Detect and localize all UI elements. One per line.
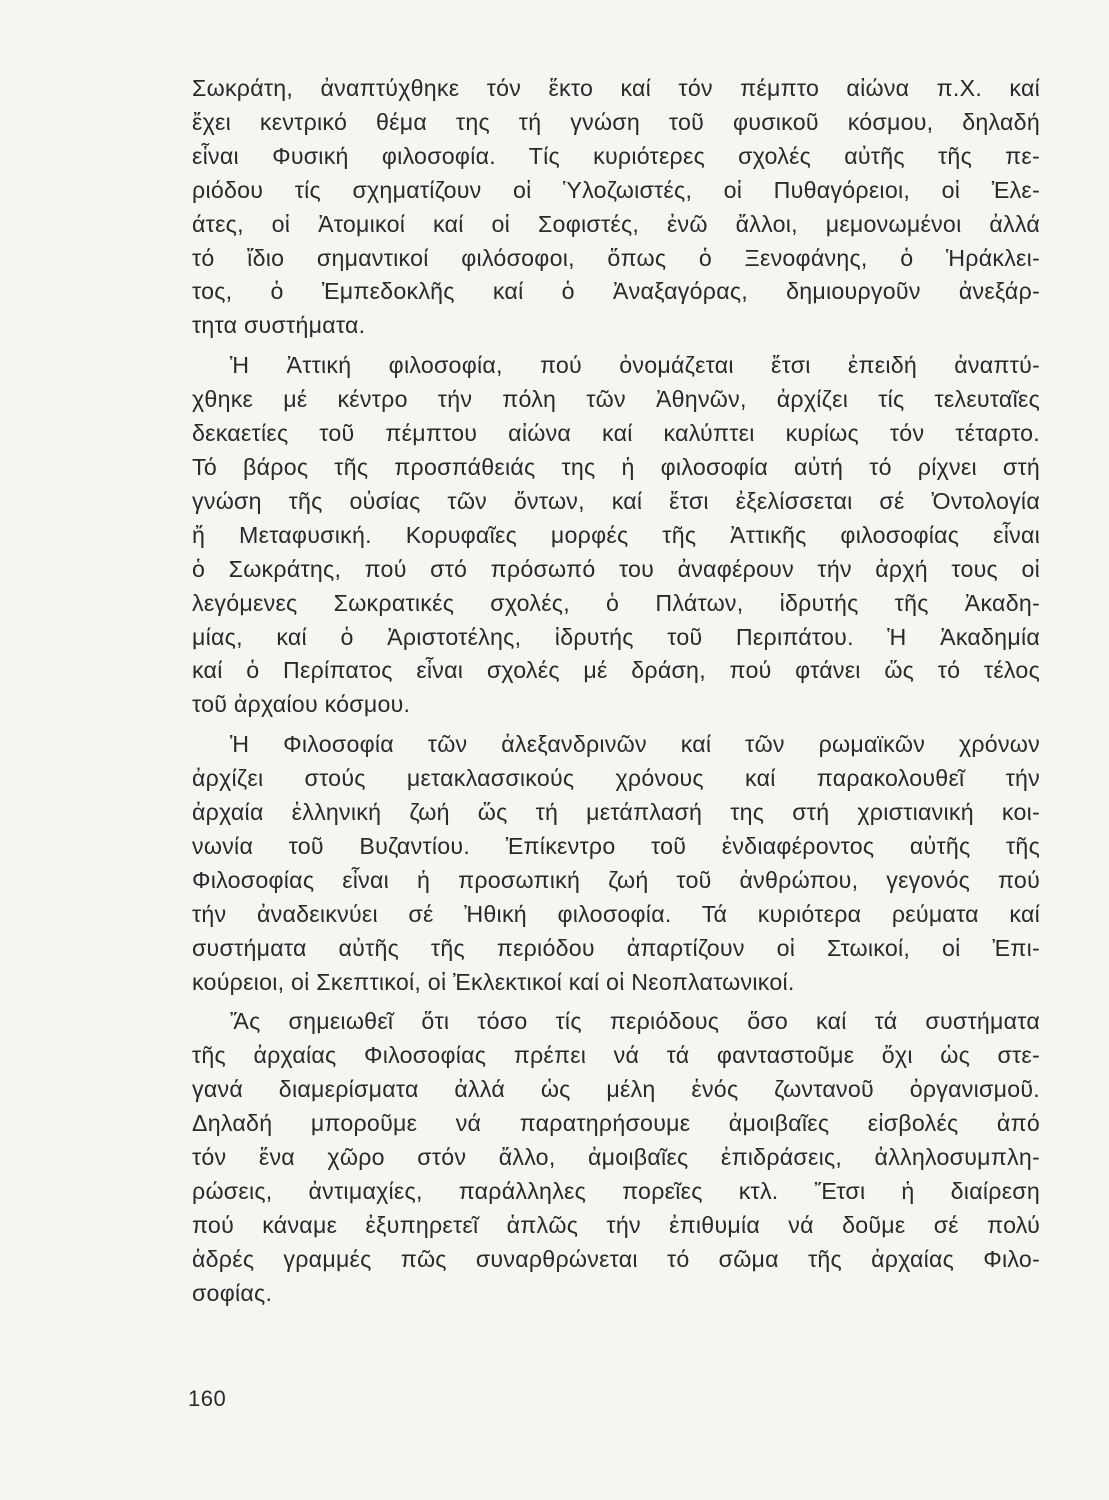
text-line: γανά διαμερίσματα ἀλλά ὡς μέλη ἑνός ζωντανοῦ ὀργανισμοῦ.	[192, 1076, 1040, 1103]
text-line: τήν ἀναδεικνύει σέ Ἠθική φιλοσοφία. Τά κυριότερα ρεύματα καί	[192, 900, 1040, 927]
text-line: Δηλαδή μποροῦμε νά παρατηρήσουμε ἀμοιβαῖες εἰσβολές ἀπό	[192, 1110, 1040, 1137]
text-line: τος, ὁ Ἐμπεδοκλῆς καί ὁ Ἀναξαγόρας, δημιουργοῦν ἀνεξάρ-	[192, 278, 1040, 305]
text-line: νωνία τοῦ Βυζαντίου. Ἐπίκεντρο τοῦ ἐνδιαφέροντος αὐτῆς τῆς	[192, 832, 1040, 859]
page-number: 160	[188, 1386, 227, 1411]
body-text	[192, 72, 1040, 1317]
text-line: κούρειοι, οἱ Σκεπτικοί, οἱ Ἐκλεκτικοί καί οἱ Νεοπλατωνικοί.	[192, 968, 795, 995]
text-line: δεκαετίες τοῦ πέμπτου αἰώνα καί καλύπτει κυρίως τόν τέταρτο.	[192, 420, 1040, 447]
text-line: τοῦ ἀρχαίου κόσμου.	[192, 691, 411, 718]
paragraph-hellenistic	[192, 728, 1040, 999]
text-line: Φιλοσοφίας εἶναι ἡ προσωπική ζωή τοῦ ἀνθρώπου, γεγονός πού	[192, 866, 1040, 893]
text-line: χθηκε μέ κέντρο τήν πόλη τῶν Ἀθηνῶν, ἀρχίζει τίς τελευταῖες	[192, 386, 1040, 413]
text-line: τό ἴδιο σημαντικοί φιλόσοφοι, ὅπως ὁ Ξενοφάνης, ὁ Ἡράκλει-	[192, 244, 1040, 271]
text-line: ἤ Μεταφυσική. Κορυφαῖες μορφές τῆς Ἀττικῆς φιλοσοφίας εἶναι	[192, 521, 1040, 548]
paragraph-attic	[192, 349, 1040, 722]
text-line: ριόδου τίς σχηματίζουν οἱ Ὑλοζωιστές, οἱ Πυθαγόρειοι, οἱ Ἐλε-	[192, 176, 1040, 203]
text-line: ἀρχίζει στούς μετακλασσικούς χρόνους καί παρακολουθεῖ τήν	[192, 765, 1040, 792]
text-line: ἀρχαία ἑλληνική ζωή ὥς τή μετάπλασή της στή χριστιανική κοι-	[192, 799, 1040, 826]
text-line: τητα συστήματα.	[192, 312, 366, 339]
text-line: ἁδρές γραμμές πῶς συναρθρώνεται τό σῶμα τῆς ἀρχαίας Φιλο-	[192, 1245, 1040, 1272]
text-line: καί ὁ Περίπατος εἶναι σχολές μέ δράση, πού φτάνει ὥς τό τέλος	[192, 657, 1040, 684]
text-line: γνώση τῆς οὐσίας τῶν ὄντων, καί ἔτσι ἐξελίσσεται σέ Ὀντολογία	[192, 487, 1040, 514]
paragraph-presocratic	[192, 72, 1040, 343]
text-line: ὁ Σωκράτης, πού στό πρόσωπό του ἀναφέρουν τήν ἀρχή τους οἱ	[192, 555, 1040, 582]
text-line: Ἡ Φιλοσοφία τῶν ἀλεξανδρινῶν καί τῶν ρωμαϊκῶν χρόνων	[230, 731, 1040, 758]
text-line: Τό βάρος τῆς προσπάθειάς της ἡ φιλοσοφία αὐτή τό ρίχνει στή	[192, 453, 1040, 480]
text-line: εἶναι Φυσική φιλοσοφία. Τίς κυριότερες σχολές αὐτῆς τῆς πε-	[192, 142, 1040, 169]
text-line: πού κάναμε ἐξυπηρετεῖ ἁπλῶς τήν ἐπιθυμία νά δοῦμε σέ πολύ	[192, 1211, 1040, 1238]
text-line: Ἡ Ἀττική φιλοσοφία, πού ὀνομάζεται ἔτσι ἐπειδή ἀναπτύ-	[230, 352, 1040, 379]
text-line: σοφίας.	[192, 1279, 273, 1306]
text-line: Ἄς σημειωθεῖ ὅτι τόσο τίς περιόδους ὅσο καί τά συστήματα	[230, 1008, 1040, 1035]
text-line: μίας, καί ὁ Ἀριστοτέλης, ἱδρυτής τοῦ Περιπάτου. Ἡ Ἀκαδημία	[192, 623, 1040, 650]
text-line: Σωκράτη, ἀναπτύχθηκε τόν ἕκτο καί τόν πέμπτο αἰώνα π.Χ. καί	[192, 75, 1040, 101]
text-line: ἔχει κεντρικό θέμα της τή γνώση τοῦ φυσικοῦ κόσμου, δηλαδή	[192, 108, 1040, 135]
paragraph-note	[192, 1005, 1040, 1310]
text-line: συστήματα αὐτῆς τῆς περιόδου ἀπαρτίζουν οἱ Στωικοί, οἱ Ἐπι-	[192, 934, 1040, 961]
text-line: τῆς ἀρχαίας Φιλοσοφίας πρέπει νά τά φανταστοῦμε ὄχι ὡς στε-	[192, 1042, 1040, 1069]
text-line: λεγόμενες Σωκρατικές σχολές, ὁ Πλάτων, ἱδρυτής τῆς Ἀκαδη-	[192, 589, 1040, 616]
text-line: τόν ἕνα χῶρο στόν ἄλλο, ἀμοιβαῖες ἐπιδράσεις, ἀλληλοσυμπλη-	[192, 1144, 1040, 1171]
text-line: ρώσεις, ἀντιμαχίες, παράλληλες πορεῖες κτλ. Ἔτσι ἡ διαίρεση	[192, 1178, 1040, 1204]
text-line: άτες, οἱ Ἀτομικοί καί οἱ Σοφιστές, ἐνῶ ἄλλοι, μεμονωμένοι ἀλλά	[192, 210, 1040, 237]
